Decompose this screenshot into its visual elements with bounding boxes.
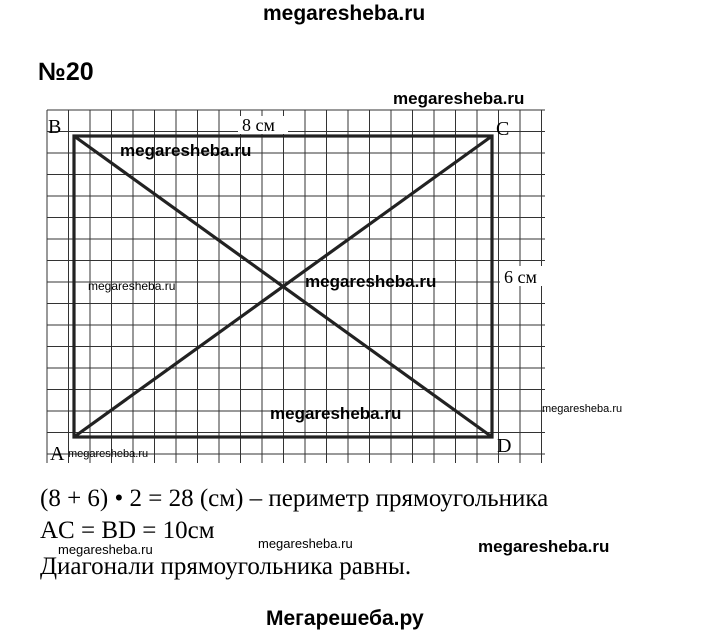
- watermark: megaresheba.ru: [258, 536, 353, 551]
- watermark: megaresheba.ru: [68, 448, 149, 460]
- header-site-title: megaresheba.ru: [263, 2, 426, 25]
- watermark: megaresheba.ru: [270, 404, 402, 423]
- watermark: megaresheba.ru: [120, 141, 252, 160]
- solution-line-2: AC = BD = 10см: [40, 517, 215, 544]
- footer-site-title: Мегарешеба.ру: [266, 607, 424, 630]
- task-number: №20: [38, 58, 94, 86]
- vertex-label-d: D: [497, 435, 512, 457]
- watermark: megaresheba.ru: [88, 279, 176, 293]
- vertex-label-c: C: [496, 118, 510, 140]
- watermark: megaresheba.ru: [542, 403, 623, 415]
- watermark: megaresheba.ru: [305, 272, 437, 291]
- top-side-length-label: 8 см: [242, 115, 275, 135]
- watermark: megaresheba.ru: [58, 542, 153, 557]
- right-side-length-label: 6 см: [504, 267, 537, 287]
- watermark: megaresheba.ru: [393, 89, 525, 108]
- solution-line-3: Диагонали прямоугольника равны.: [40, 553, 412, 580]
- watermark: megaresheba.ru: [478, 537, 610, 556]
- vertex-label-b: B: [48, 116, 62, 138]
- solution-line-1: (8 + 6) • 2 = 28 (см) – периметр прямоугольника: [40, 485, 549, 512]
- vertex-label-a: A: [50, 443, 65, 465]
